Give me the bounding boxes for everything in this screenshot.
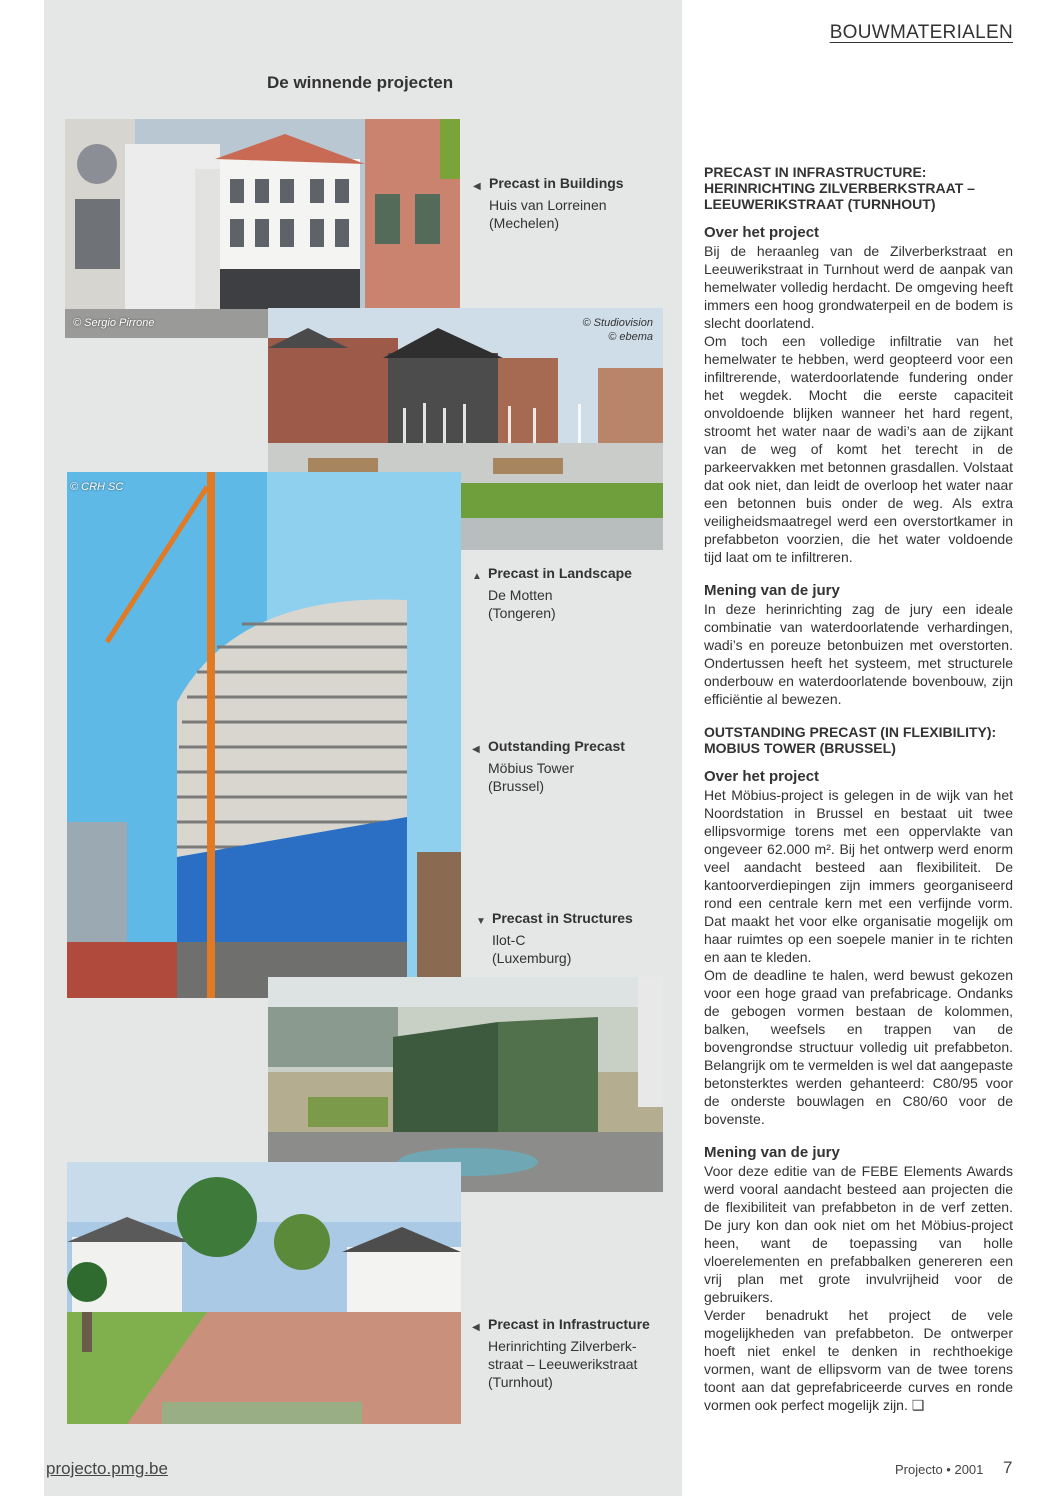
infrastructure-illustration: [67, 1162, 461, 1424]
caption-line: straat – Leeuwerikstraat: [488, 1356, 638, 1372]
caption-category: Precast in Infrastructure: [488, 1316, 650, 1332]
section-2-paragraph-2: Om de deadline te halen, werd bewust gekozen voor een hoge graad van prefabricage. Ondanks de gebogen vormen bestaan de kolommen, balken, weefsels en trappen van de bovengrondse structuur volledig uit prefabbeton. Belangrijk om te vermelden is wel dat aangepaste betonsterktes werden gehanteerd: C80/95 voor de onderste bouwlagen en C80/60 voor de bovenste.: [704, 967, 1013, 1127]
caption-infrastructure: [472, 1315, 650, 1391]
footer-publication: Projecto • 2001: [895, 1462, 984, 1477]
arrow-left-icon: ◀: [473, 181, 481, 192]
arrow-up-icon: ▲: [472, 571, 482, 582]
page-heading: De winnende projecten: [267, 73, 454, 92]
caption-structures: [476, 909, 633, 967]
caption-category: Precast in Buildings: [489, 175, 624, 191]
caption-line: Herinrichting Zilverberk-: [488, 1338, 637, 1354]
credit-landscape: [583, 316, 653, 344]
caption-line: (Mechelen): [489, 215, 560, 231]
credit-landscape-1: © Studiovision: [582, 317, 653, 329]
section-1-paragraph-1: Bij de heraanleg van de Zilverberkstraat en Leeuwerikstraat in Turnhout werd de aanpak van hemelwater volledig herdacht. De omgeving heeft immers een hoog grondwaterpeil en de bodem is slecht doorlatend.: [704, 243, 1013, 331]
caption-line: Huis van Lorreinen: [489, 197, 607, 213]
caption-category: Outstanding Precast: [488, 738, 625, 754]
caption-category: Precast in Landscape: [488, 565, 632, 581]
tower-illustration: [67, 472, 461, 998]
credit-tower: © CRH SC: [70, 481, 124, 493]
caption-category: Precast in Structures: [492, 910, 633, 926]
section-1-paragraph-3: In deze herinrichting zag de jury een ideale combinatie van waterdoorlatende verhardingen, wadi’s en poreuze betonbuizen met overstorten. Ondertussen heeft het systeem, met structurele onderbouw en waterdoorlatende bovenbouw, zijn efficiëntie al bewezen.: [704, 601, 1013, 707]
credit-landscape-2: © ebema: [608, 331, 653, 343]
caption-line: (Turnhout): [488, 1374, 553, 1390]
section-1-heading-jury: Mening van de jury: [704, 582, 840, 599]
caption-buildings: [473, 174, 624, 232]
section-2-heading-jury: Mening van de jury: [704, 1144, 840, 1161]
footer-url-link[interactable]: projecto.pmg.be: [46, 1459, 168, 1478]
caption-line: (Brussel): [488, 778, 545, 794]
structures-illustration: [268, 977, 663, 1192]
section-2-title: OUTSTANDING PRECAST (IN FLEXIBILITY): MOBIUS TOWER (BRUSSEL): [704, 724, 997, 756]
spacer: [704, 708, 1013, 724]
caption-line: Ilot-C: [492, 932, 526, 948]
section-tag: BOUWMATERIALEN: [829, 22, 1013, 43]
caption-outstanding: [472, 737, 625, 795]
arrow-down-icon: ▼: [476, 916, 486, 927]
footer-page-number: 7: [1003, 1458, 1013, 1477]
buildings-illustration: [65, 119, 460, 338]
caption-line: De Motten: [488, 587, 553, 603]
photo-structures: [268, 977, 663, 1192]
section-2-paragraph-3: Voor deze editie van de FEBE Elements Awards werd vooral aandacht besteed aan projecten die de flexibiliteit van prefabbeton in de verf zetten. De jury kon dan ook niet om het Möbius-project heen, want de toepassing van holle vloerelementen en prefabbalken genereren een vrij plan met grote invulvrijheid voor de gebruikers.: [704, 1163, 1013, 1305]
photo-buildings: [65, 119, 460, 338]
section-1-heading-project: Over het project: [704, 224, 820, 241]
photo-tower: [67, 472, 461, 998]
article-column: [704, 164, 1013, 1414]
section-2-heading-project: Over het project: [704, 768, 820, 785]
caption-landscape: [472, 564, 632, 622]
caption-line: (Tongeren): [488, 605, 556, 621]
photo-infrastructure: [67, 1162, 461, 1424]
credit-buildings: © Sergio Pirrone: [73, 317, 155, 329]
section-2-paragraph-4: Verder benadrukt het project de vele mogelijkheden van prefabbeton. De ontwerper hoeft niet enkel te denken in rechthoekige vormen, want de ellipsvorm van de twee torens toont aan dat geprefabriceerde curves en ronde vormen ook perfect mogelijk zijn. ❑: [704, 1307, 1013, 1413]
section-2-paragraph-1: Het Möbius-project is gelegen in de wijk van het Noordstation in Brussel en bestaat uit twee ellipsvormige torens met een oppervlakte van ongeveer 62.000 m². Bij het ontwerp werd enorm veel aandacht besteed aan flexibiliteit. De kantoorverdiepingen zijn immers georganiseerd rond een centrale kern met een verfijnde vorm. Dat maakt het voor elke organisatie mogelijk om haar ruimtes op een soepele manier in te richten en aan te kleden.: [704, 787, 1013, 965]
caption-line: (Luxemburg): [492, 950, 572, 966]
arrow-left-icon: ◀: [472, 1322, 480, 1333]
section-1-paragraph-2: Om toch een volledige infiltratie van het hemelwater te hebben, werd geopteerd voor een infiltrerende, waterdoorlatende fundering onder het wegdek. Mocht die eerste capaciteit onvoldoende blijken wanneer het hard regent, stroomt het water naar de wadi’s aan de zijkant van de weg of komt het terecht in de parkeervakken met betonnen grasdallen. Volstaat dat ook niet, dan leidt de overloop het water naar een betonnen buis onder de weg. Als extra veiligheidsmaatregel werd een overstortkamer in prefabbeton voorzien, die het water voldoende tijd laat om te infiltreren.: [704, 333, 1013, 565]
section-1-title: PRECAST IN INFRASTRUCTURE: HERINRICHTING ZILVERBERKSTRAAT – LEEUWERIKSTRAAT (TURNHOUT): [704, 164, 975, 212]
arrow-left-icon: ◀: [472, 744, 480, 755]
caption-line: Möbius Tower: [488, 760, 575, 776]
